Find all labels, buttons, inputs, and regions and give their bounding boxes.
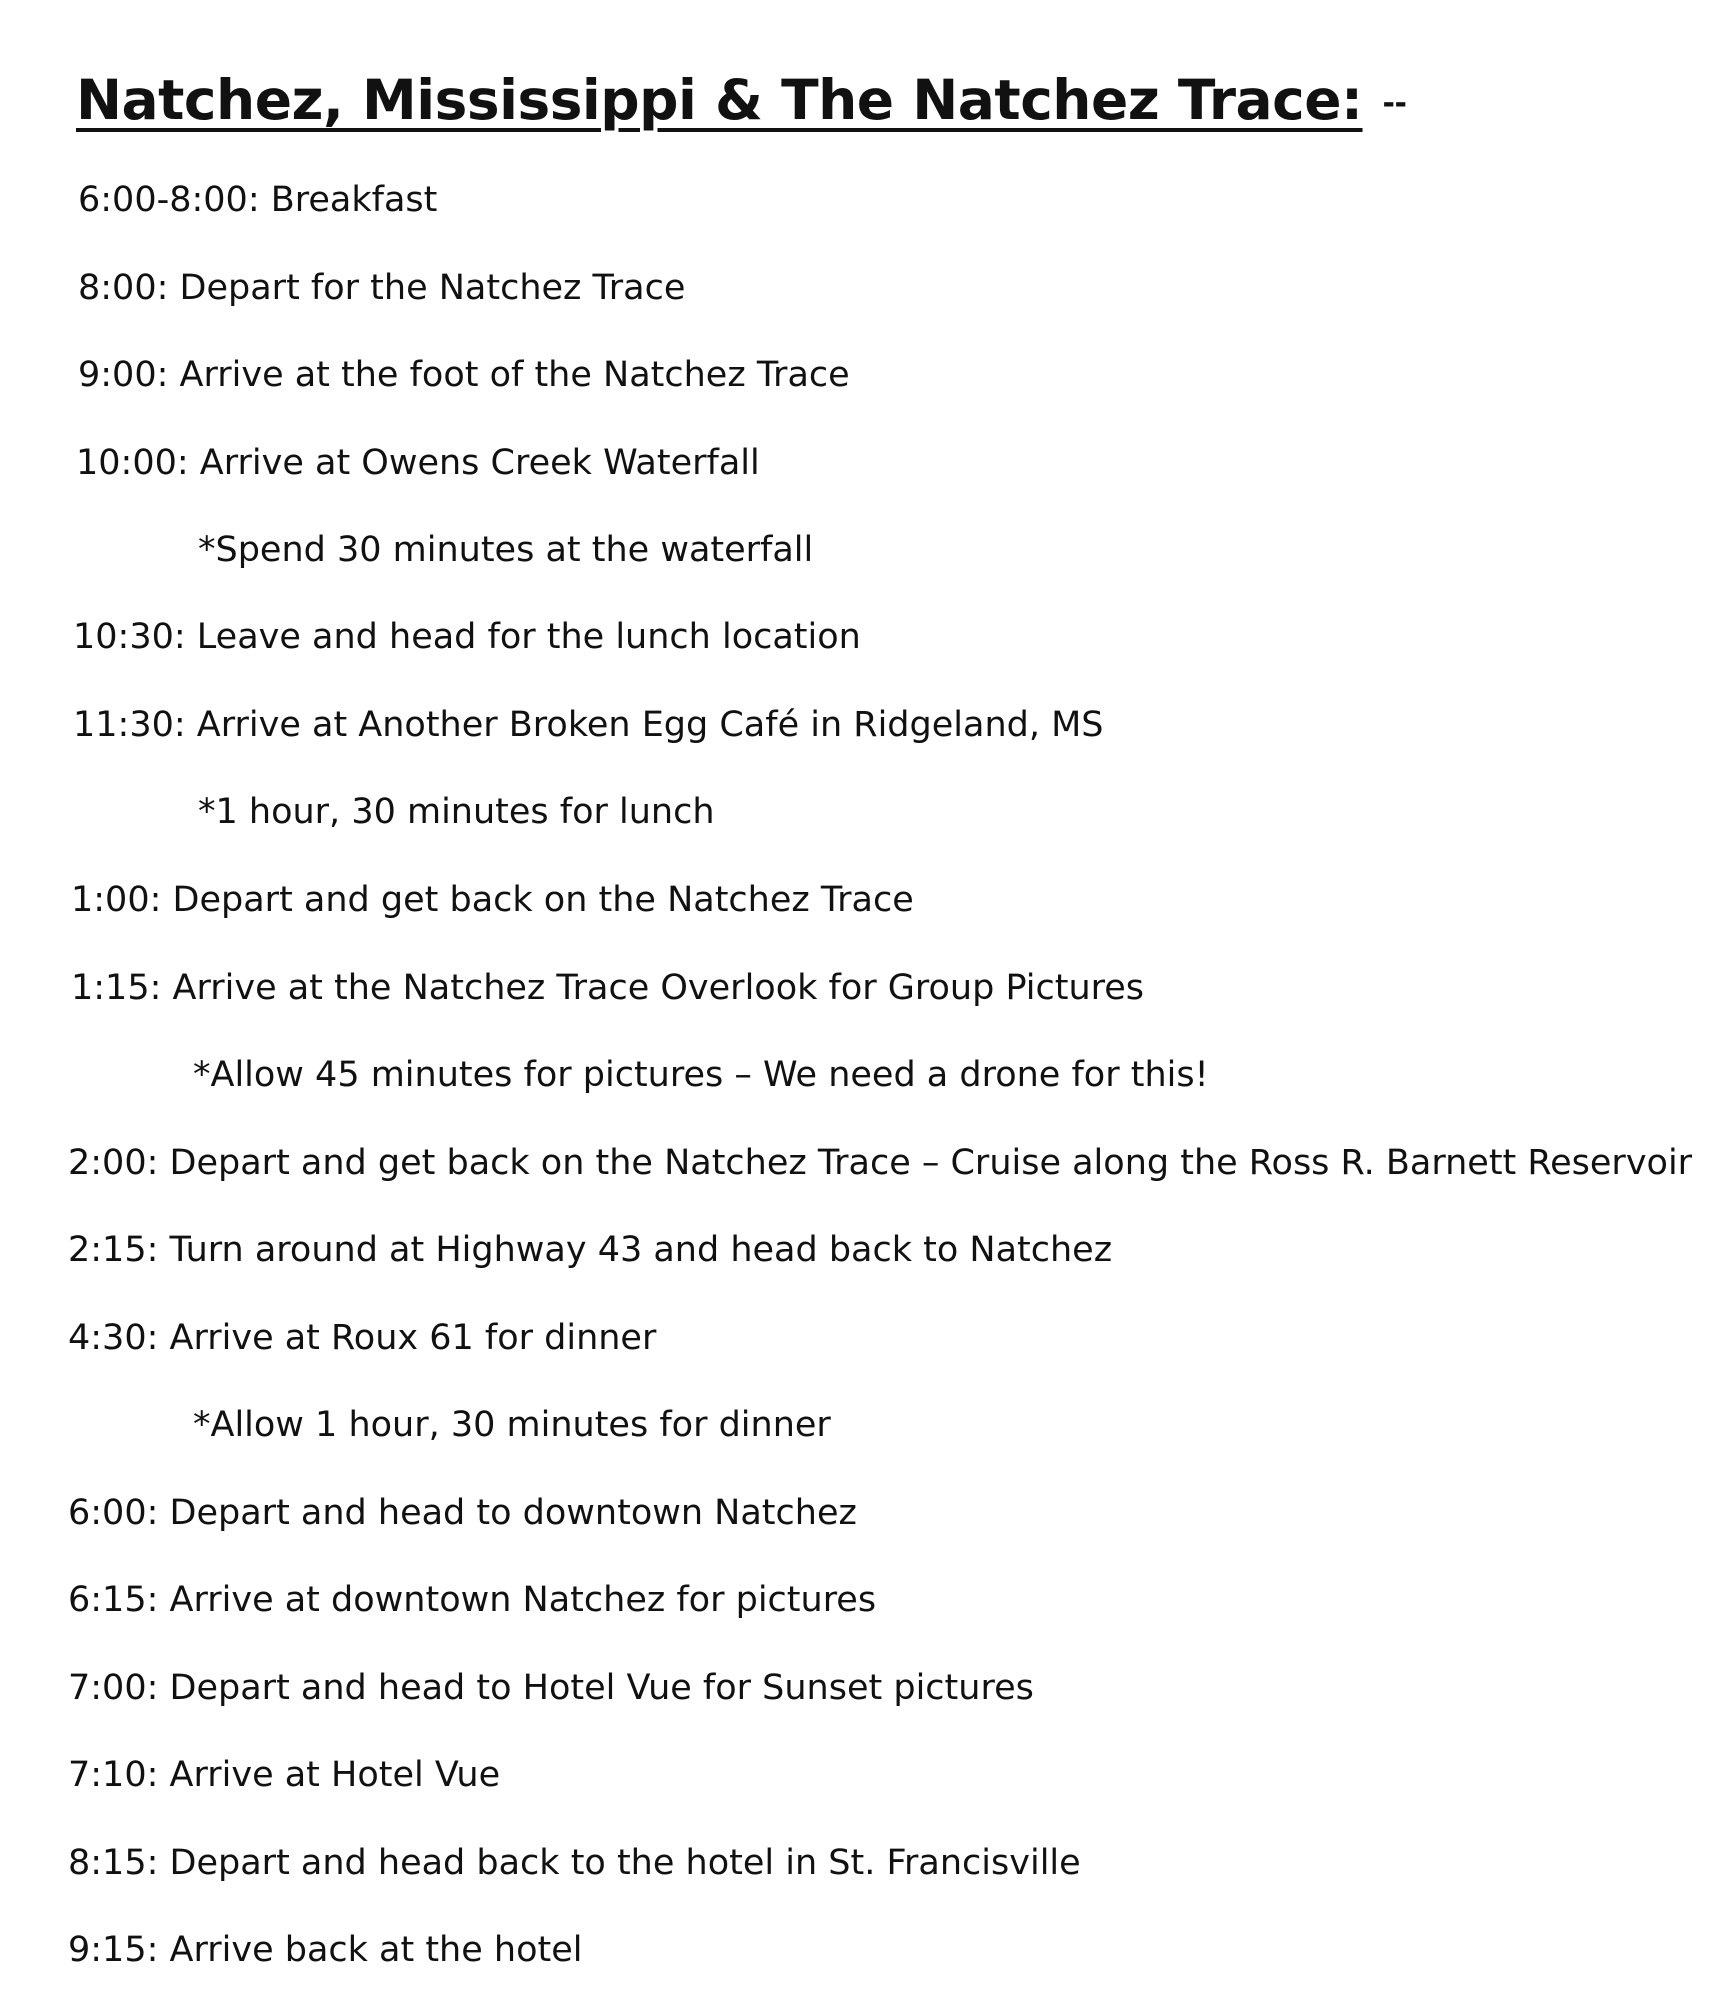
schedule-note bbox=[198, 525, 813, 575]
schedule-time: 4:30: bbox=[68, 1318, 159, 1358]
schedule-time: 11:30: bbox=[73, 705, 186, 745]
schedule-item bbox=[71, 875, 914, 925]
schedule-item bbox=[68, 1838, 1081, 1888]
schedule-item bbox=[78, 263, 685, 313]
schedule-item bbox=[68, 1313, 656, 1363]
note-text: *1 hour, 30 minutes for lunch bbox=[198, 792, 715, 832]
schedule-time: 10:30: bbox=[73, 617, 186, 657]
schedule-item bbox=[68, 1225, 1112, 1275]
schedule-time: 6:15: bbox=[68, 1580, 159, 1620]
schedule-description: Arrive at the Natchez Trace Overlook for Group Pictures bbox=[172, 968, 1145, 1008]
schedule-time: 6:00: bbox=[68, 1493, 159, 1533]
schedule-item bbox=[68, 1925, 582, 1975]
schedule-time: 10:00: bbox=[76, 443, 189, 483]
schedule-description: Depart and get back on the Natchez Trace – Cruise along the Ross R. Barnett Reservoir bbox=[169, 1143, 1693, 1183]
schedule-description: Depart and get back on the Natchez Trace bbox=[172, 880, 914, 920]
schedule-description: Depart and head to Hotel Vue for Sunset pictures bbox=[169, 1668, 1034, 1708]
schedule-time: 9:15: bbox=[68, 1930, 159, 1970]
schedule-description: Arrive back at the hotel bbox=[169, 1930, 583, 1970]
schedule-item bbox=[78, 175, 437, 225]
title-suffix: -- bbox=[1382, 85, 1407, 121]
schedule-item bbox=[68, 1575, 876, 1625]
schedule-description: Depart and head back to the hotel in St. Francisville bbox=[169, 1843, 1081, 1883]
schedule-time: 6:00-8:00: bbox=[78, 180, 260, 220]
schedule-item bbox=[68, 1663, 1034, 1713]
schedule-description: Leave and head for the lunch location bbox=[196, 617, 861, 657]
schedule-item bbox=[73, 612, 861, 662]
schedule-time: 8:00: bbox=[78, 268, 169, 308]
schedule-note bbox=[198, 787, 715, 837]
schedule-item bbox=[73, 700, 1104, 750]
note-text: *Spend 30 minutes at the waterfall bbox=[198, 530, 814, 570]
schedule-description: Arrive at Roux 61 for dinner bbox=[169, 1318, 657, 1358]
schedule-time: 2:15: bbox=[68, 1230, 159, 1270]
schedule-note bbox=[193, 1400, 831, 1450]
schedule-description: Depart and head to downtown Natchez bbox=[169, 1493, 857, 1533]
schedule-description: Arrive at the foot of the Natchez Trace bbox=[179, 355, 850, 395]
schedule-item bbox=[78, 350, 850, 400]
schedule-description: Turn around at Highway 43 and head back to Natchez bbox=[169, 1230, 1113, 1270]
schedule-time: 1:00: bbox=[71, 880, 162, 920]
title-text: Natchez, Mississippi & The Natchez Trace: bbox=[76, 68, 1363, 132]
schedule-description: Arrive at downtown Natchez for pictures bbox=[169, 1580, 877, 1620]
schedule-time: 2:00: bbox=[68, 1143, 159, 1183]
note-text: *Allow 45 minutes for pictures – We need a drone for this! bbox=[193, 1055, 1209, 1095]
schedule-time: 7:00: bbox=[68, 1668, 159, 1708]
schedule-item bbox=[68, 1750, 500, 1800]
schedule-time: 7:10: bbox=[68, 1755, 159, 1795]
schedule-description: Arrive at Hotel Vue bbox=[169, 1755, 501, 1795]
schedule-description: Depart for the Natchez Trace bbox=[179, 268, 686, 308]
schedule-item bbox=[71, 963, 1144, 1013]
schedule-item bbox=[68, 1138, 1692, 1188]
schedule-time: 1:15: bbox=[71, 968, 162, 1008]
schedule-description: Arrive at Another Broken Egg Café in Ridgeland, MS bbox=[196, 705, 1104, 745]
schedule-time: 8:15: bbox=[68, 1843, 159, 1883]
schedule-time: 9:00: bbox=[78, 355, 169, 395]
schedule-item bbox=[76, 438, 760, 488]
schedule-description: Breakfast bbox=[270, 180, 438, 220]
schedule-note bbox=[193, 1050, 1209, 1100]
note-text: *Allow 1 hour, 30 minutes for dinner bbox=[193, 1405, 831, 1445]
schedule-description: Arrive at Owens Creek Waterfall bbox=[199, 443, 760, 483]
schedule-item bbox=[68, 1488, 857, 1538]
